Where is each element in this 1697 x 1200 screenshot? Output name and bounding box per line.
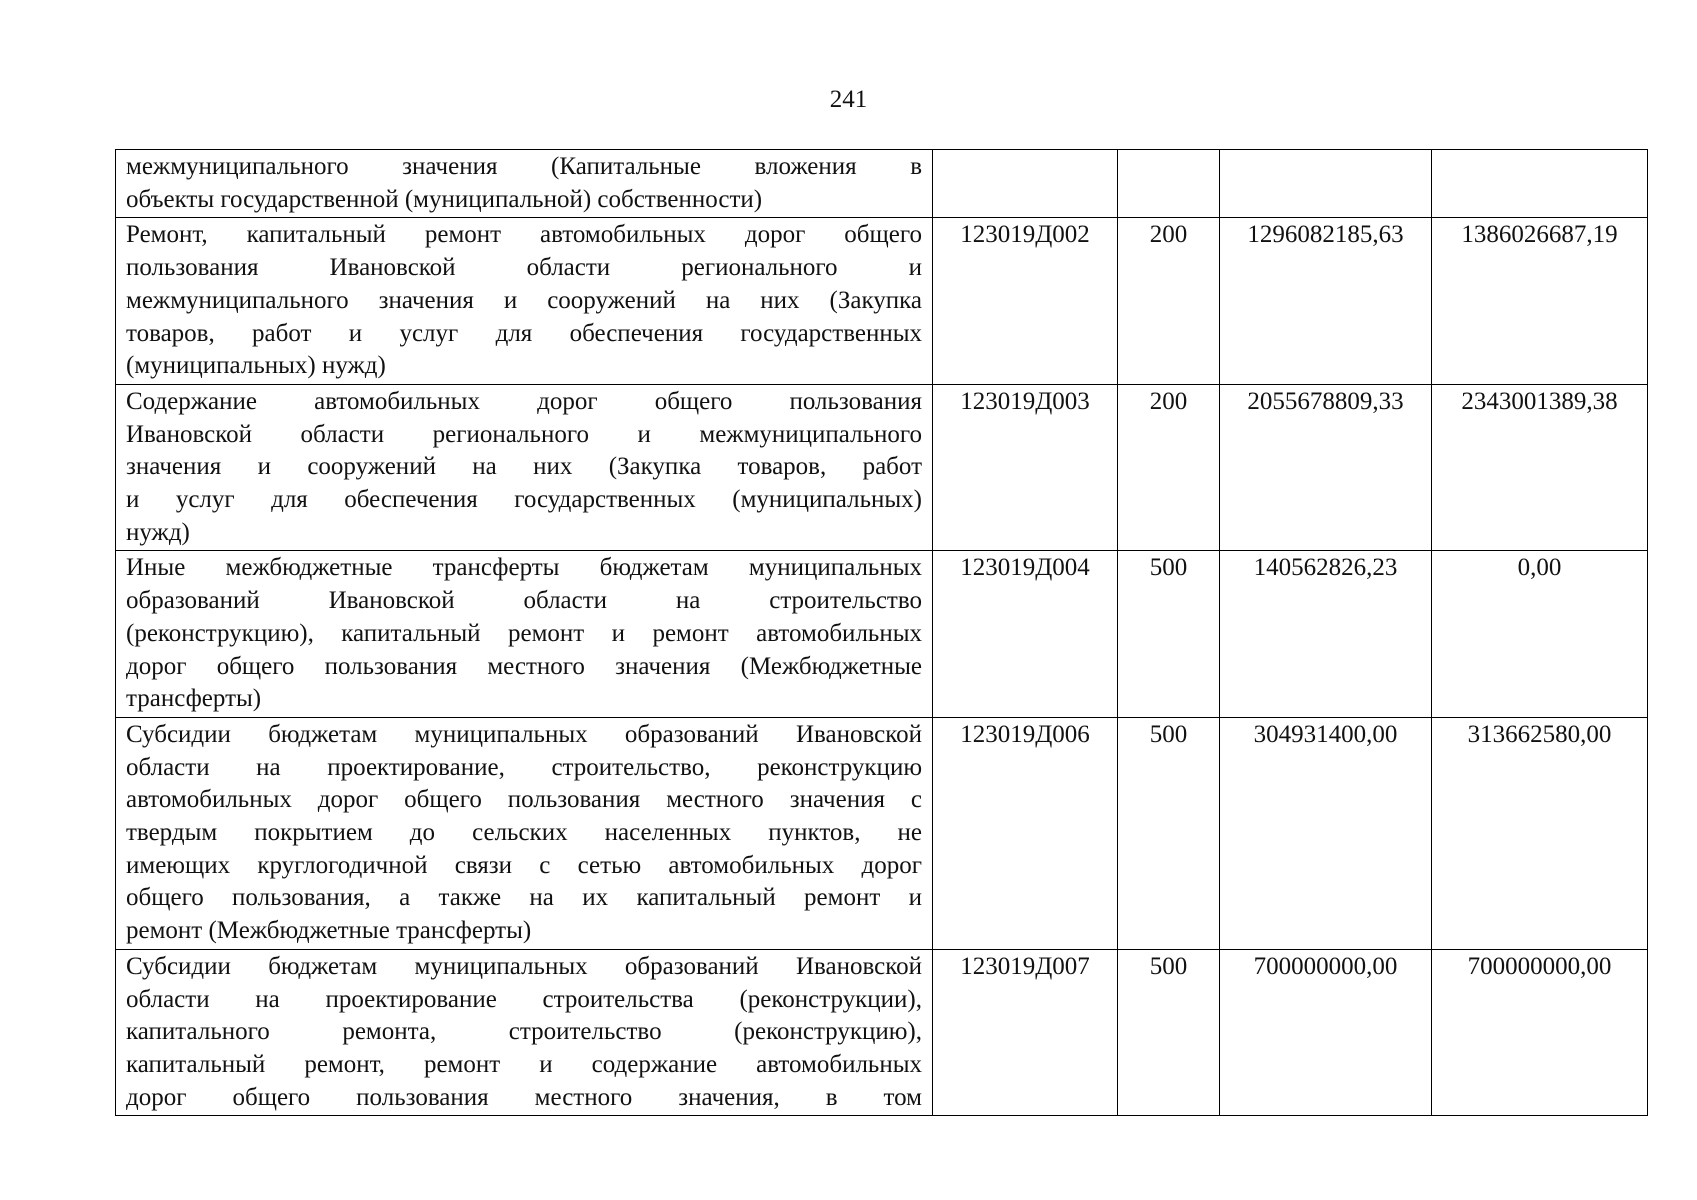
item-description	[116, 551, 933, 718]
amount-year-2	[1432, 150, 1648, 218]
table-row	[116, 717, 1648, 949]
description-line: области на проектирование строительства (реконструкции),	[126, 985, 922, 1013]
target-article-code: 123019Д002	[933, 218, 1118, 385]
expense-type-code: 200	[1118, 218, 1220, 385]
description-line: (реконструкцию), капитальный ремонт и ремонт автомобильных	[126, 619, 922, 647]
expense-type-code: 200	[1118, 384, 1220, 551]
page-number: 241	[829, 86, 868, 113]
target-article-code	[933, 150, 1118, 218]
amount-year-2: 0,00	[1432, 551, 1648, 718]
amount-year-1: 304931400,00	[1220, 717, 1432, 949]
description-line: области на проектирование, строительство, реконструкцию	[126, 753, 922, 781]
amount-year-1: 700000000,00	[1220, 949, 1432, 1116]
description-line: твердым покрытием до сельских населенных пунктов, не	[126, 819, 922, 847]
item-description	[116, 384, 933, 551]
description-line: дорог общего пользования местного значения, в том	[126, 1083, 922, 1111]
description-line: трансферты)	[126, 685, 262, 713]
description-line: ремонт (Межбюджетные трансферты)	[126, 917, 532, 945]
target-article-code: 123019Д004	[933, 551, 1118, 718]
amount-year-2: 1386026687,19	[1432, 218, 1648, 385]
amount-year-1: 2055678809,33	[1220, 384, 1432, 551]
amount-year-2: 313662580,00	[1432, 717, 1648, 949]
item-description	[116, 949, 933, 1116]
expense-type-code: 500	[1118, 551, 1220, 718]
amount-year-1: 1296082185,63	[1220, 218, 1432, 385]
description-line: Иные межбюджетные трансферты бюджетам муниципальных	[126, 554, 922, 582]
item-description	[116, 150, 933, 218]
amount-year-2: 2343001389,38	[1432, 384, 1648, 551]
expense-type-code: 500	[1118, 717, 1220, 949]
budget-table	[115, 149, 1648, 1116]
table-row	[116, 551, 1648, 718]
description-line: и услуг для обеспечения государственных (муниципальных)	[126, 486, 922, 514]
amount-year-1	[1220, 150, 1432, 218]
description-line: межмуниципального значения (Капитальные вложения в	[126, 153, 922, 180]
description-line: пользования Ивановской области регионального и	[126, 254, 922, 282]
description-line: образований Ивановской области на строительство	[126, 587, 922, 615]
amount-year-2: 700000000,00	[1432, 949, 1648, 1116]
description-line: Ремонт, капитальный ремонт автомобильных дорог общего	[126, 221, 922, 249]
description-line: нужд)	[126, 518, 190, 546]
item-description	[116, 218, 933, 385]
description-line: имеющих круглогодичной связи с сетью автомобильных дорог	[126, 851, 922, 879]
table-row	[116, 218, 1648, 385]
table-row	[116, 384, 1648, 551]
item-description	[116, 717, 933, 949]
description-line: общего пользования, а также на их капитальный ремонт и	[126, 884, 922, 912]
description-line: капитального ремонта, строительство (реконструкцию),	[126, 1018, 922, 1046]
table-row	[116, 949, 1648, 1116]
target-article-code: 123019Д006	[933, 717, 1118, 949]
amount-year-1: 140562826,23	[1220, 551, 1432, 718]
description-line: значения и сооружений на них (Закупка товаров, работ	[126, 453, 922, 481]
description-line: Ивановской области регионального и межмуниципального	[126, 420, 922, 448]
expense-type-code: 500	[1118, 949, 1220, 1116]
description-line: Содержание автомобильных дорог общего пользования	[126, 387, 922, 415]
description-line: капитальный ремонт, ремонт и содержание автомобильных	[126, 1050, 922, 1078]
description-line: (муниципальных) нужд)	[126, 352, 386, 380]
expense-type-code	[1118, 150, 1220, 218]
description-line: автомобильных дорог общего пользования местного значения с	[126, 786, 922, 814]
description-line: Субсидии бюджетам муниципальных образований Ивановской	[126, 720, 922, 748]
target-article-code: 123019Д007	[933, 949, 1118, 1116]
description-line: товаров, работ и услуг для обеспечения государственных	[126, 319, 922, 347]
description-line: Субсидии бюджетам муниципальных образований Ивановской	[126, 952, 922, 980]
description-line: дорог общего пользования местного значения (Межбюджетные	[126, 652, 922, 680]
description-line: объекты государственной (муниципальной) собственности)	[126, 185, 763, 213]
target-article-code: 123019Д003	[933, 384, 1118, 551]
description-line: межмуниципального значения и сооружений на них (Закупка	[126, 286, 922, 314]
table-row	[116, 150, 1648, 218]
